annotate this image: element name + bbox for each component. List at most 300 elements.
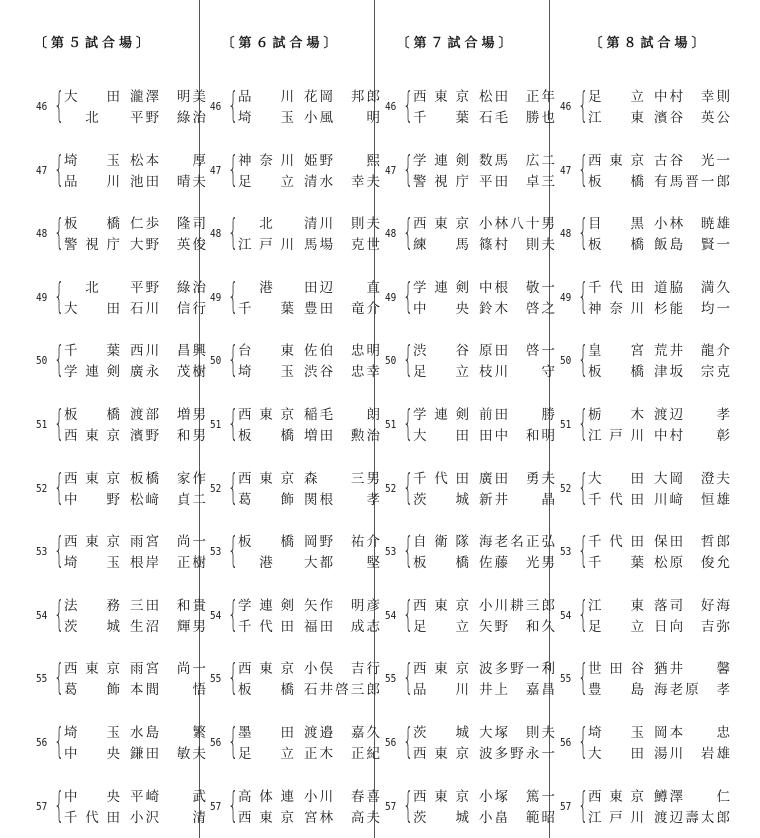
brace-icon: { <box>578 657 589 699</box>
competitor-row <box>588 490 730 510</box>
competitor-name: 落司 好海 <box>654 597 730 614</box>
match-number: 56 <box>36 736 48 749</box>
match-number: 50 <box>210 354 222 368</box>
competitor-name: 平崎 武 <box>130 788 206 805</box>
competitor-name: 廣田 勇夫 <box>479 470 555 487</box>
competitor-affiliation: 神奈川 <box>238 152 294 169</box>
match-entry <box>0 212 206 258</box>
match-entry <box>0 148 206 195</box>
match-entry <box>375 275 555 322</box>
competitor-affiliation: 自衛隊 <box>413 534 469 551</box>
competitor-row <box>413 172 555 192</box>
brace-icon: { <box>54 403 65 444</box>
competitor-name: 津坂 宗克 <box>654 364 730 381</box>
competitor-affiliation: 学連剣 <box>413 279 469 296</box>
competitor-name: 本間 悟 <box>130 682 206 699</box>
competitor-name: 石川 信行 <box>130 300 206 317</box>
competitor-affiliation: 大 田 <box>413 428 469 444</box>
competitor-name: 宮林 高夫 <box>304 809 380 826</box>
match-number: 57 <box>560 799 572 813</box>
match-entry <box>0 530 206 576</box>
competitor-row <box>238 808 380 828</box>
competitor-affiliation: 埼 玉 <box>64 725 120 741</box>
competitor-affiliation: 学連剣 <box>64 364 120 381</box>
match-number: 47 <box>36 163 48 177</box>
brace-icon: { <box>54 148 65 190</box>
match-entry <box>200 403 380 449</box>
brace-icon: { <box>403 339 414 381</box>
competitor-affiliation: 千代田 <box>64 809 120 826</box>
match-entry <box>0 784 206 831</box>
competitor-name: 清水 幸夫 <box>304 173 380 190</box>
competitor-row <box>413 405 555 425</box>
competitor-name: 瀧澤 明美 <box>130 89 206 105</box>
competitor-name: 篠村 則夫 <box>479 237 555 254</box>
brace-icon: { <box>578 784 589 826</box>
competitor-row <box>413 532 555 552</box>
competitor-name: 原田 啓一 <box>479 343 555 360</box>
competitor-affiliation: 学連剣 <box>413 407 469 423</box>
match-entry <box>200 275 380 322</box>
competitor-row <box>413 151 555 171</box>
competitor-affiliation: 警視庁 <box>413 173 469 190</box>
competitor-affiliation: 練 馬 <box>413 237 469 254</box>
competitor-row <box>64 405 206 425</box>
match-number: 54 <box>210 608 222 622</box>
competitor-row <box>588 744 730 764</box>
competitor-name: 岡本 忠 <box>654 725 730 741</box>
competitor-affiliation: 高体連 <box>238 788 294 805</box>
competitor-name: 渡邉 嘉久 <box>304 725 380 741</box>
competitor-affiliation: 板 橋 <box>588 364 644 381</box>
competitor-affiliation: 板 橋 <box>64 407 120 423</box>
brace-icon: { <box>578 530 589 572</box>
competitor-affiliation: 大 田 <box>588 746 644 762</box>
brace-icon: { <box>403 85 414 126</box>
brace-icon: { <box>403 530 414 572</box>
competitor-row <box>588 341 730 361</box>
match-number: 50 <box>36 354 48 368</box>
competitor-name: 雨宮 尚一 <box>130 661 206 678</box>
match-number: 47 <box>560 163 572 177</box>
competitor-row <box>413 659 555 679</box>
competitor-affiliation: 大 田 <box>588 470 644 487</box>
brace-icon: { <box>228 85 239 126</box>
competitor-affiliation: 江 東 <box>588 110 644 126</box>
brace-icon: { <box>54 593 65 635</box>
competitor-row <box>64 808 206 828</box>
competitor-affiliation: 西東京 <box>238 661 294 678</box>
competitor-row <box>413 680 555 700</box>
competitor-name: 波多野一利 <box>479 661 555 678</box>
match-entry <box>550 723 760 767</box>
match-entry <box>200 721 380 767</box>
match-entry <box>550 466 760 513</box>
match-number: 55 <box>36 672 48 686</box>
competitor-row <box>64 341 206 361</box>
competitor-affiliation: 西東京 <box>413 597 469 614</box>
competitor-affiliation: 埼 玉 <box>588 725 644 741</box>
competitor-row <box>238 108 380 128</box>
competitor-affiliation: 西東京 <box>588 788 644 805</box>
competitor-affiliation: 板 橋 <box>588 173 644 190</box>
competitor-row <box>64 490 206 510</box>
competitor-row <box>238 405 380 425</box>
competitor-row <box>413 278 555 298</box>
match-number: 52 <box>36 481 48 495</box>
competitor-row <box>238 596 380 616</box>
competitor-affiliation: 港 <box>259 555 273 572</box>
match-entry <box>375 466 555 513</box>
competitor-name: 道脇 満久 <box>654 279 730 296</box>
competitor-name: 小畠 範昭 <box>479 809 555 826</box>
competitor-affiliation: 板 橋 <box>413 555 469 572</box>
competitor-affiliation: 千代田 <box>588 279 644 296</box>
competitor-name: 稲毛 朗 <box>304 407 380 423</box>
competitor-name: 濱野 和男 <box>130 428 206 444</box>
court-column-5 <box>0 0 206 838</box>
match-number: 52 <box>385 481 397 495</box>
competitor-row <box>588 362 730 382</box>
match-entry <box>200 784 380 831</box>
competitor-row <box>64 278 206 298</box>
brace-icon: { <box>228 466 239 508</box>
match-entry <box>375 339 555 385</box>
competitor-name: 生沼 輝男 <box>130 618 206 635</box>
match-number: 46 <box>560 100 572 113</box>
competitor-affiliation: 江戸川 <box>588 428 644 444</box>
competitor-affiliation: 皇 宮 <box>588 343 644 360</box>
competitor-affiliation: 足 立 <box>238 746 294 762</box>
match-number: 49 <box>210 290 222 304</box>
brace-icon: { <box>228 721 239 762</box>
match-number: 46 <box>36 100 48 113</box>
competitor-row <box>413 808 555 828</box>
competitor-row <box>413 490 555 510</box>
competitor-row <box>588 235 730 255</box>
competitor-affiliation: 栃 木 <box>588 407 644 423</box>
competitor-name: 清川 則夫 <box>304 216 380 233</box>
competitor-name: 池田 晴夫 <box>130 173 206 190</box>
competitor-affiliation: 北 <box>85 110 99 126</box>
match-entry <box>0 403 206 449</box>
competitor-affiliation: 大 田 <box>64 300 120 317</box>
competitor-row <box>64 362 206 382</box>
competitor-affiliation: 西東京 <box>238 407 294 423</box>
competitor-affiliation: 江 東 <box>588 597 644 614</box>
competitor-name: 渡辺壽太郎 <box>654 809 730 826</box>
competitor-name: 田辺 直 <box>304 279 380 296</box>
brace-icon: { <box>228 339 239 381</box>
competitor-name: 水島 繁 <box>130 725 206 741</box>
match-entry <box>0 657 206 703</box>
competitor-row <box>238 744 380 764</box>
competitor-row <box>588 723 730 743</box>
competitor-name: 花岡 邦郎 <box>304 89 380 105</box>
competitor-affiliation: 学連剣 <box>238 597 294 614</box>
brace-icon: { <box>228 657 239 699</box>
competitor-name: 小林八十男 <box>479 216 555 233</box>
competitor-row <box>238 214 380 234</box>
brace-icon: { <box>578 721 589 762</box>
competitor-row <box>238 680 380 700</box>
competitor-affiliation: 江戸川 <box>588 809 644 826</box>
competitor-name: 井上 嘉昌 <box>479 682 555 699</box>
match-entry <box>375 784 555 831</box>
competitor-name: 廣永 茂樹 <box>130 364 206 381</box>
competitor-row <box>588 151 730 171</box>
competitor-name: 仁歩 隆司 <box>130 216 206 233</box>
competitor-affiliation: 西東京 <box>413 746 469 762</box>
brace-icon: { <box>578 403 589 444</box>
competitor-affiliation: 品 川 <box>413 682 469 699</box>
competitor-row <box>64 659 206 679</box>
brace-icon: { <box>54 530 65 572</box>
competitor-affiliation: 中 野 <box>64 491 120 508</box>
competitor-affiliation: 品 川 <box>238 89 294 105</box>
match-entry <box>200 339 380 385</box>
match-number: 54 <box>385 608 397 622</box>
competitor-affiliation: 西東京 <box>413 89 469 105</box>
competitor-affiliation: 学連剣 <box>413 152 469 169</box>
competitor-name: 濱谷 英公 <box>654 110 730 126</box>
brace-icon: { <box>403 403 414 444</box>
match-number: 55 <box>560 672 572 686</box>
competitor-row <box>238 235 380 255</box>
competitor-name: 平野 綠治 <box>130 279 206 296</box>
competitor-affiliation: 板 橋 <box>238 428 294 444</box>
competitor-name: 増田 勲治 <box>304 428 380 444</box>
match-entry <box>200 657 380 703</box>
court-column-7 <box>375 0 555 838</box>
match-number: 46 <box>385 100 397 113</box>
match-entry <box>0 593 206 640</box>
competitor-affiliation: 千代田 <box>588 534 644 551</box>
competitor-name: 関根 孝 <box>304 491 380 508</box>
competitor-row <box>413 787 555 807</box>
match-number: 52 <box>210 481 222 495</box>
match-entry <box>200 466 380 513</box>
match-number: 51 <box>36 418 48 431</box>
competitor-row <box>238 87 380 107</box>
match-entry <box>550 214 760 258</box>
competitor-affiliation: 目 黒 <box>588 216 644 233</box>
competitor-name: 馬場 克世 <box>304 237 380 254</box>
competitor-name: 渋谷 忠幸 <box>304 364 380 381</box>
competitor-row <box>588 596 730 616</box>
competitor-affiliation: 西東京 <box>64 534 120 551</box>
match-number: 56 <box>560 736 572 749</box>
match-entry <box>550 659 760 703</box>
brace-icon: { <box>403 212 414 254</box>
competitor-row <box>413 362 555 382</box>
competitor-row <box>238 787 380 807</box>
match-number: 49 <box>36 290 48 304</box>
match-entry <box>550 87 760 131</box>
match-number: 57 <box>210 799 222 813</box>
brace-icon: { <box>54 657 65 699</box>
competitor-name: 姫野 熙 <box>304 152 380 169</box>
match-entry <box>550 593 760 640</box>
competitor-name: 猶井 馨 <box>654 661 730 678</box>
competitor-row <box>413 617 555 637</box>
competitor-row <box>413 341 555 361</box>
competitor-row <box>238 151 380 171</box>
competitor-row <box>238 617 380 637</box>
competitor-row <box>64 172 206 192</box>
competitor-affiliation: 埼 玉 <box>64 152 120 169</box>
competitor-row <box>588 532 730 552</box>
competitor-affiliation: 西東京 <box>238 809 294 826</box>
match-number: 51 <box>560 418 572 431</box>
competitor-affiliation: 埼 玉 <box>238 364 294 381</box>
match-entry <box>375 212 555 258</box>
competitor-name: 中根 敬一 <box>479 279 555 296</box>
brace-icon: { <box>403 275 414 317</box>
brace-icon: { <box>54 212 65 254</box>
match-number: 51 <box>210 418 222 431</box>
brace-icon: { <box>228 593 239 635</box>
competitor-name: 平田 卓三 <box>479 173 555 190</box>
competitor-name: 福田 成志 <box>304 618 380 635</box>
match-entry <box>200 593 380 640</box>
match-number: 48 <box>385 227 397 241</box>
match-number: 53 <box>385 545 397 559</box>
competitor-row <box>413 469 555 489</box>
brace-icon: { <box>228 148 239 190</box>
competitor-name: 有馬晋一郎 <box>654 173 730 190</box>
competitor-name: 雨宮 尚一 <box>130 534 206 551</box>
brace-icon: { <box>403 721 414 762</box>
competitor-name: 鎌田 敏夫 <box>130 746 206 762</box>
competitor-row <box>64 87 206 107</box>
competitor-name: 森 三男 <box>304 470 380 487</box>
competitor-row <box>64 723 206 743</box>
competitor-name: 荒井 龍介 <box>654 343 730 360</box>
brace-icon: { <box>228 403 239 444</box>
match-number: 53 <box>560 545 572 559</box>
match-number: 47 <box>385 163 397 177</box>
competitor-name: 飯島 賢一 <box>654 237 730 254</box>
match-entry <box>550 275 760 322</box>
match-entry <box>550 405 760 449</box>
competitor-affiliation: 足 立 <box>238 173 294 190</box>
competitor-affiliation: 千 葉 <box>64 343 120 360</box>
competitor-affiliation: 埼 玉 <box>64 555 120 572</box>
match-entry <box>375 657 555 703</box>
competitor-name: 杉能 均一 <box>654 300 730 317</box>
competitor-name: 松原 俊允 <box>654 555 730 572</box>
competitor-row <box>64 787 206 807</box>
match-number: 48 <box>36 227 48 241</box>
match-number: 54 <box>560 608 572 622</box>
competitor-row <box>588 108 730 128</box>
competitor-row <box>413 553 555 573</box>
competitor-row <box>413 299 555 319</box>
match-number: 47 <box>210 163 222 177</box>
competitor-name: 松本 厚 <box>130 152 206 169</box>
competitor-name: 渡部 増男 <box>130 407 206 423</box>
competitor-affiliation: 千代田 <box>238 618 294 635</box>
competitor-name: 海老原 孝 <box>654 682 730 699</box>
match-number: 56 <box>210 736 222 749</box>
competitor-name: 佐藤 光男 <box>479 555 555 572</box>
competitor-name: 数馬 広二 <box>479 152 555 169</box>
competitor-name: 鈴木 啓之 <box>479 300 555 317</box>
match-entry <box>375 721 555 767</box>
competitor-name: 日向 吉弥 <box>654 618 730 635</box>
court-header: 〔第８試合場〕 <box>589 36 709 51</box>
competitor-row <box>64 299 206 319</box>
competitor-affiliation: 茨 城 <box>413 491 469 508</box>
competitor-affiliation: 港 <box>259 279 273 296</box>
competitor-name: 佐伯 忠明 <box>304 343 380 360</box>
competitor-affiliation: 千代田 <box>588 491 644 508</box>
brace-icon: { <box>54 85 65 126</box>
competitor-affiliation: 千 葉 <box>238 300 294 317</box>
competitor-name: 古谷 光一 <box>654 152 730 169</box>
competitor-name: 大塚 則夫 <box>479 725 555 741</box>
brace-icon: { <box>403 466 414 508</box>
competitor-name: 小林 暁雄 <box>654 216 730 233</box>
brace-icon: { <box>578 593 589 635</box>
competitor-name: 大岡 澄夫 <box>654 470 730 487</box>
brace-icon: { <box>578 339 589 381</box>
competitor-row <box>238 341 380 361</box>
match-number: 50 <box>385 354 397 368</box>
competitor-row <box>238 723 380 743</box>
competitor-row <box>64 617 206 637</box>
competitor-affiliation: 葛 飾 <box>238 491 294 508</box>
match-number: 46 <box>210 100 222 113</box>
competitor-name: 小沢 清 <box>130 809 206 826</box>
competitor-affiliation: 茨 城 <box>64 618 120 635</box>
competitor-name: 鱒澤 仁 <box>654 788 730 805</box>
match-entry <box>0 275 206 322</box>
competitor-row <box>588 87 730 107</box>
competitor-affiliation: 茨 城 <box>413 725 469 741</box>
brace-icon: { <box>403 148 414 190</box>
competitor-name: 小川耕三郎 <box>479 597 555 614</box>
brace-icon: { <box>228 275 239 317</box>
competitor-name: 中村 幸則 <box>654 89 730 105</box>
competitor-name: 三田 和貴 <box>130 597 206 614</box>
competitor-affiliation: 足 立 <box>413 618 469 635</box>
brace-icon: { <box>54 466 65 508</box>
competitor-row <box>588 405 730 425</box>
brace-icon: { <box>54 275 65 317</box>
competitor-affiliation: 西東京 <box>413 661 469 678</box>
competitor-affiliation: 千代田 <box>413 470 469 487</box>
brace-icon: { <box>228 784 239 826</box>
competitor-name: 矢野 和久 <box>479 618 555 635</box>
brace-icon: { <box>54 721 65 762</box>
competitor-row <box>588 553 730 573</box>
competitor-row <box>238 469 380 489</box>
competitor-affiliation: 板 橋 <box>588 237 644 254</box>
competitor-affiliation: 西東京 <box>413 216 469 233</box>
brace-icon: { <box>578 85 589 126</box>
competitor-name: 前田 勝 <box>479 407 555 423</box>
competitor-name: 小風 明 <box>304 110 380 126</box>
competitor-affiliation: 中 央 <box>64 746 120 762</box>
competitor-name: 中村 彰 <box>654 428 730 444</box>
competitor-affiliation: 西東京 <box>413 788 469 805</box>
match-entry <box>0 721 206 767</box>
competitor-affiliation: 豊 島 <box>588 682 644 699</box>
competitor-affiliation: 品 川 <box>64 173 120 190</box>
match-entry <box>550 532 760 576</box>
